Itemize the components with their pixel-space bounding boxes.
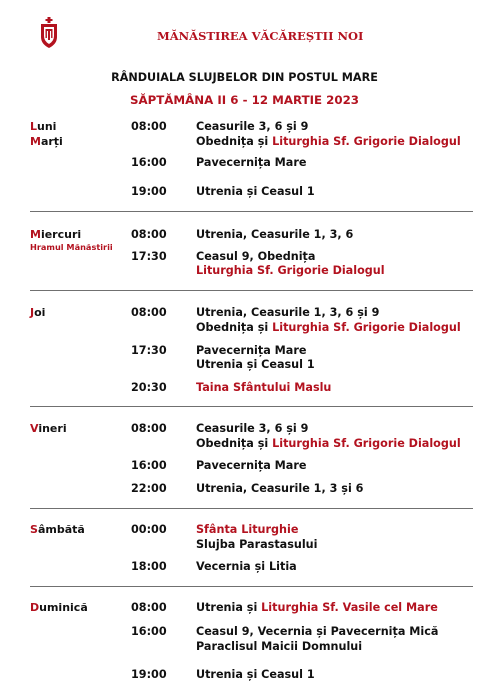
service-time: 08:00 xyxy=(131,120,167,133)
service-line xyxy=(196,459,306,472)
day-name xyxy=(30,306,45,319)
service-name: Ceasul 9, Obednița xyxy=(196,250,316,263)
service-line xyxy=(196,156,306,169)
service-line xyxy=(196,560,297,573)
week-range: SĂPTĂMÂNA II 6 - 12 MARTIE 2023 xyxy=(129,93,359,107)
service-name: Obednița și xyxy=(196,321,273,334)
service-time: 16:00 xyxy=(131,625,167,638)
day-initial: S xyxy=(30,523,38,536)
service-name: Vecernia și Litia xyxy=(196,560,297,573)
service-name: Ceasul 9, Vecernia și Pavecernița Mică xyxy=(196,625,439,638)
service-time: 17:30 xyxy=(131,250,167,263)
service-line xyxy=(196,668,315,681)
monastery-name: MĂNĂSTIREA VĂCĂREȘTII NOI xyxy=(157,29,364,43)
section-divider xyxy=(30,586,473,587)
service-line xyxy=(196,640,362,653)
service-name: Utrenia și Ceasul 1 xyxy=(196,185,315,198)
service-name: Obednița și xyxy=(196,135,273,148)
day-rest: âmbătă xyxy=(37,523,85,536)
service-time: 19:00 xyxy=(131,185,167,198)
day-name xyxy=(30,228,81,241)
day-initial: V xyxy=(30,422,39,435)
day-initial: L xyxy=(30,120,38,133)
section-divider xyxy=(30,508,473,509)
service-name: Pavecernița Mare xyxy=(196,156,307,169)
service-line xyxy=(196,482,363,495)
service-time: 16:00 xyxy=(131,459,167,472)
service-line xyxy=(196,321,461,334)
day-rest: uni xyxy=(37,120,57,133)
service-line xyxy=(196,422,308,435)
service-time: 22:00 xyxy=(131,482,167,495)
liturgy-name: Liturghia Sf. Vasile cel Mare xyxy=(261,601,438,614)
liturgy-name: Liturghia Sf. Grigorie Dialogul xyxy=(196,264,385,277)
service-line xyxy=(196,437,461,450)
service-line xyxy=(196,250,315,263)
service-name: Pavecernița Mare xyxy=(196,344,307,357)
service-time: 17:30 xyxy=(131,344,167,357)
section-divider xyxy=(30,406,473,407)
service-name: Utrenia și Ceasul 1 xyxy=(196,358,315,371)
service-name: Utrenia, Ceasurile 1, 3 și 6 xyxy=(196,482,364,495)
day-rest: oi xyxy=(34,306,46,319)
day-initial: M xyxy=(30,135,41,148)
service-line xyxy=(196,601,438,614)
service-name: Utrenia și Ceasul 1 xyxy=(196,668,315,681)
feast-note: Hramul Mănăstirii xyxy=(30,242,113,252)
service-time: 16:00 xyxy=(131,156,167,169)
service-line xyxy=(196,523,298,536)
service-time: 18:00 xyxy=(131,560,167,573)
service-name: Ceasurile 3, 6 și 9 xyxy=(196,422,309,435)
service-time: 20:30 xyxy=(131,381,167,394)
day-name xyxy=(30,135,63,148)
day-rest: ineri xyxy=(38,422,67,435)
liturgy-name: Liturghia Sf. Grigorie Dialogul xyxy=(272,321,461,334)
service-name: Obednița și xyxy=(196,437,273,450)
service-name: Utrenia, Ceasurile 1, 3, 6 xyxy=(196,228,354,241)
service-time: 08:00 xyxy=(131,422,167,435)
service-name: Ceasurile 3, 6 și 9 xyxy=(196,120,309,133)
service-line xyxy=(196,358,315,371)
service-line xyxy=(196,381,331,394)
liturgy-name: Liturghia Sf. Grigorie Dialogul xyxy=(272,135,461,148)
service-line xyxy=(196,306,379,319)
service-time: 00:00 xyxy=(131,523,167,536)
service-line xyxy=(196,538,317,551)
service-line xyxy=(196,120,308,133)
service-time: 08:00 xyxy=(131,306,167,319)
service-line xyxy=(196,135,461,148)
service-name: Utrenia și xyxy=(196,601,262,614)
day-name xyxy=(30,523,85,536)
service-time: 19:00 xyxy=(131,668,167,681)
page-title: RÂNDUIALA SLUJBELOR DIN POSTUL MARE xyxy=(111,71,378,84)
service-line xyxy=(196,185,315,198)
day-initial: J xyxy=(30,306,35,319)
section-divider xyxy=(30,211,473,212)
service-name: Pavecernița Mare xyxy=(196,459,307,472)
service-name: Utrenia, Ceasurile 1, 3, 6 și 9 xyxy=(196,306,380,319)
day-name xyxy=(30,120,56,133)
service-time: 08:00 xyxy=(131,228,167,241)
day-rest: arți xyxy=(40,135,63,148)
service-line xyxy=(196,228,353,241)
service-time: 08:00 xyxy=(131,601,167,614)
liturgy-name: Taina Sfântului Maslu xyxy=(196,381,332,394)
day-rest: iercuri xyxy=(40,228,82,241)
monastery-crest-icon xyxy=(38,17,60,49)
day-initial: M xyxy=(30,228,41,241)
service-line xyxy=(196,625,438,638)
section-divider xyxy=(30,290,473,291)
service-name: Slujba Parastasului xyxy=(196,538,318,551)
day-rest: uminică xyxy=(39,601,88,614)
day-name xyxy=(30,422,67,435)
service-line xyxy=(196,344,306,357)
service-line xyxy=(196,264,385,277)
day-initial: D xyxy=(30,601,40,614)
liturgy-name: Liturghia Sf. Grigorie Dialogul xyxy=(272,437,461,450)
day-name xyxy=(30,601,88,614)
service-name: Paraclisul Maicii Domnului xyxy=(196,640,363,653)
liturgy-name: Sfânta Liturghie xyxy=(196,523,299,536)
